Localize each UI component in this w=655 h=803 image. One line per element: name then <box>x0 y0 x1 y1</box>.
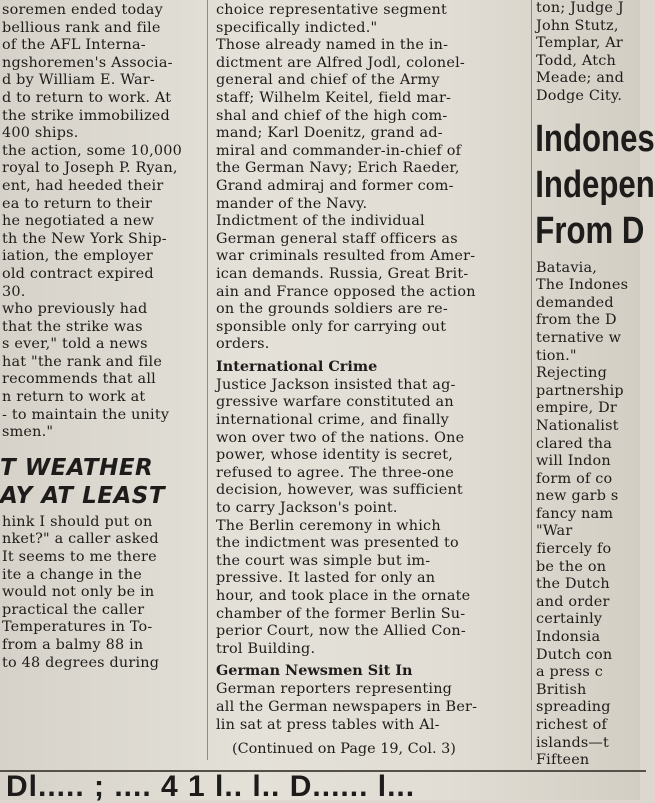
text-line: bellious rank and file <box>2 19 161 36</box>
text-line: iation, the employer <box>2 248 153 265</box>
text-line: fancy nam <box>536 505 614 522</box>
text-line: trol Building. <box>216 640 316 657</box>
text-line: all the German newspapers in Ber- <box>216 698 478 715</box>
text-line: ain and France opposed the action <box>216 283 476 300</box>
text-line: will Indon <box>536 453 611 470</box>
text-line: specifically indicted." <box>216 19 378 36</box>
left-column-article-text <box>0 2 205 442</box>
text-line: sponsible only for carrying out <box>216 318 447 335</box>
text-line: gressive warfare constituted an <box>216 394 454 411</box>
subhead-german-newsmen: German Newsmen Sit In <box>216 662 413 680</box>
text-line: hink I should put on <box>2 513 153 530</box>
indonesia-article-text <box>532 260 640 770</box>
text-line: the action, some 10,000 <box>2 142 182 159</box>
text-line: to carry Jackson's point. <box>216 500 398 517</box>
text-line: nket?" a caller asked <box>2 531 159 548</box>
weather-headline <box>0 454 205 510</box>
text-line: soremen ended today <box>2 2 163 18</box>
center-column <box>212 2 532 758</box>
text-line: new garb s <box>536 488 619 505</box>
text-line: chamber of the former Berlin Su- <box>216 605 466 622</box>
right-column-top-text <box>532 0 640 106</box>
text-line: demanded <box>536 294 614 311</box>
text-line: from a balmy 88 in <box>2 637 144 653</box>
right-column <box>532 0 655 770</box>
text-line: war criminals resulted from Amer- <box>216 248 476 265</box>
german-newsmen-text <box>212 681 532 734</box>
text-line: pressive. It lasted for only an <box>216 570 436 587</box>
text-line: n return to work at <box>2 389 146 406</box>
text-line: s ever," told a news <box>2 336 148 353</box>
text-line: a press c <box>536 664 603 681</box>
headline-line: T WEATHER <box>0 454 154 481</box>
text-line: the indictment was presented to <box>216 535 459 552</box>
text-line: Indonsia <box>536 629 601 646</box>
text-line: fiercely fo <box>536 541 612 558</box>
text-line: Nationalist <box>536 417 619 434</box>
text-line: to 48 degrees during <box>2 654 160 671</box>
text-line: practical the caller <box>2 601 145 618</box>
text-line: choice representative segment <box>216 2 448 18</box>
text-line: It seems to me there <box>2 549 157 566</box>
bottom-headline: Dl..... ; .... 4 1 l.. l.. D...... l... <box>0 770 646 802</box>
text-line: he negotiated a new <box>2 213 155 230</box>
text-line: miral and commander-in-chief of <box>216 142 462 159</box>
text-line: perior Court, now the Allied Con- <box>216 623 466 640</box>
text-line: ternative w <box>536 329 622 346</box>
text-line: Temperatures in To- <box>2 619 153 636</box>
text-line: power, whose identity is secret, <box>216 447 454 464</box>
text-line: shal and chief of the high com- <box>216 107 448 124</box>
text-line: Dodge City. <box>536 87 623 104</box>
indictment-article-text <box>212 2 532 354</box>
text-line: German general staff officers as <box>216 230 458 247</box>
text-line: Justice Jackson insisted that ag- <box>216 376 456 393</box>
text-line: ent, had heeded their <box>2 177 164 194</box>
text-line: d to return to work. At <box>2 89 172 106</box>
text-line: empire, Dr <box>536 400 617 417</box>
text-line: smen." <box>2 424 54 441</box>
text-line: mand; Karl Doenitz, grand ad- <box>216 125 443 142</box>
text-line: islands—t <box>536 734 610 751</box>
text-line: lin sat at press tables with Al- <box>216 716 440 733</box>
text-line: Todd, Atch <box>536 52 616 69</box>
text-line: general and chief of the Army <box>216 72 440 89</box>
text-line: ngshoremen's Associa- <box>2 54 173 71</box>
text-line: 30. <box>2 283 26 300</box>
text-line: clared tha <box>536 435 613 452</box>
headline-line: AY AT LEAST <box>0 482 166 509</box>
text-line: orders. <box>216 336 270 353</box>
text-line: Fifteen <box>536 752 590 769</box>
text-line: old contract expired <box>2 265 154 282</box>
text-line: ea to return to their <box>2 195 153 212</box>
text-line: Indictment of the individual <box>216 213 425 230</box>
text-line: th the New York Ship- <box>2 230 167 247</box>
text-line: royal to Joseph P. Ryan, <box>2 160 178 177</box>
weather-article-text <box>0 514 205 672</box>
text-line: Meade; and <box>536 70 625 87</box>
text-line: ican demands. Russia, Great Brit- <box>216 265 469 282</box>
text-line: partnership <box>536 382 624 399</box>
text-line: tion." <box>536 347 577 364</box>
text-line: international crime, and finally <box>216 412 449 429</box>
international-crime-text <box>212 377 532 659</box>
text-line: dictment are Alfred Jodl, colonel- <box>216 54 465 71</box>
text-line: Dutch con <box>536 646 613 663</box>
continued-note: (Continued on Page 19, Col. 3) <box>232 741 456 758</box>
text-line: richest of <box>536 717 608 733</box>
text-line: Rejecting <box>536 365 608 382</box>
text-line: be the on <box>536 558 607 575</box>
text-line: the German Navy; Erich Raeder, <box>216 160 460 177</box>
text-line: decision, however, was sufficient <box>216 482 463 499</box>
text-line: The Indones <box>536 277 629 294</box>
left-column <box>0 2 205 672</box>
text-line: - to maintain the unity <box>2 406 170 423</box>
text-line: spreading <box>536 699 611 716</box>
text-line: form of co <box>536 470 613 487</box>
text-line: ite a change in the <box>2 566 142 583</box>
text-line: German reporters representing <box>216 681 453 698</box>
text-line: the court was simple but im- <box>216 552 431 569</box>
text-line: the Dutch <box>536 576 610 593</box>
text-line: British <box>536 681 587 698</box>
text-line: won over two of the nations. One <box>216 429 465 446</box>
subhead-international-crime: International Crime <box>216 357 378 375</box>
text-line: staff; Wilhelm Keitel, field mar- <box>216 89 452 106</box>
text-line: ton; Judge J <box>536 0 624 16</box>
indonesia-headline <box>532 116 655 254</box>
headline-line: Indones <box>535 117 655 160</box>
text-line: the strike immobilized <box>2 107 170 124</box>
text-line: John Stutz, <box>536 17 619 34</box>
text-line: Grand admiraj and former com- <box>216 177 454 194</box>
text-line: on the grounds soldiers are re- <box>216 301 448 318</box>
text-line: mander of the Navy. <box>216 195 368 212</box>
text-line: and order <box>536 593 610 610</box>
text-line: refused to agree. The three-one <box>216 464 454 481</box>
text-line: who previously had <box>2 301 148 318</box>
headline-line: Indepen <box>535 163 655 206</box>
text-line: Those already named in the in- <box>216 37 449 54</box>
text-line: Batavia, <box>536 259 598 276</box>
text-line: hat "the rank and file <box>2 353 163 370</box>
text-line: The Berlin ceremony in which <box>216 517 441 534</box>
text-line: that the strike was <box>2 318 143 335</box>
text-line: hour, and took place in the ornate <box>216 588 471 604</box>
text-line: certainly <box>536 611 603 628</box>
text-line: d by William E. War- <box>2 72 155 89</box>
text-line: of the AFL Interna- <box>2 37 146 54</box>
text-line: recommends that all <box>2 371 156 388</box>
text-line: Templar, Ar <box>536 35 623 52</box>
text-line: "War <box>536 523 573 540</box>
text-line: from the D <box>536 312 617 329</box>
text-line: would not only be in <box>2 584 155 601</box>
column-rule <box>207 0 208 760</box>
headline-line: From D <box>535 209 645 252</box>
text-line: 400 ships. <box>2 125 79 142</box>
